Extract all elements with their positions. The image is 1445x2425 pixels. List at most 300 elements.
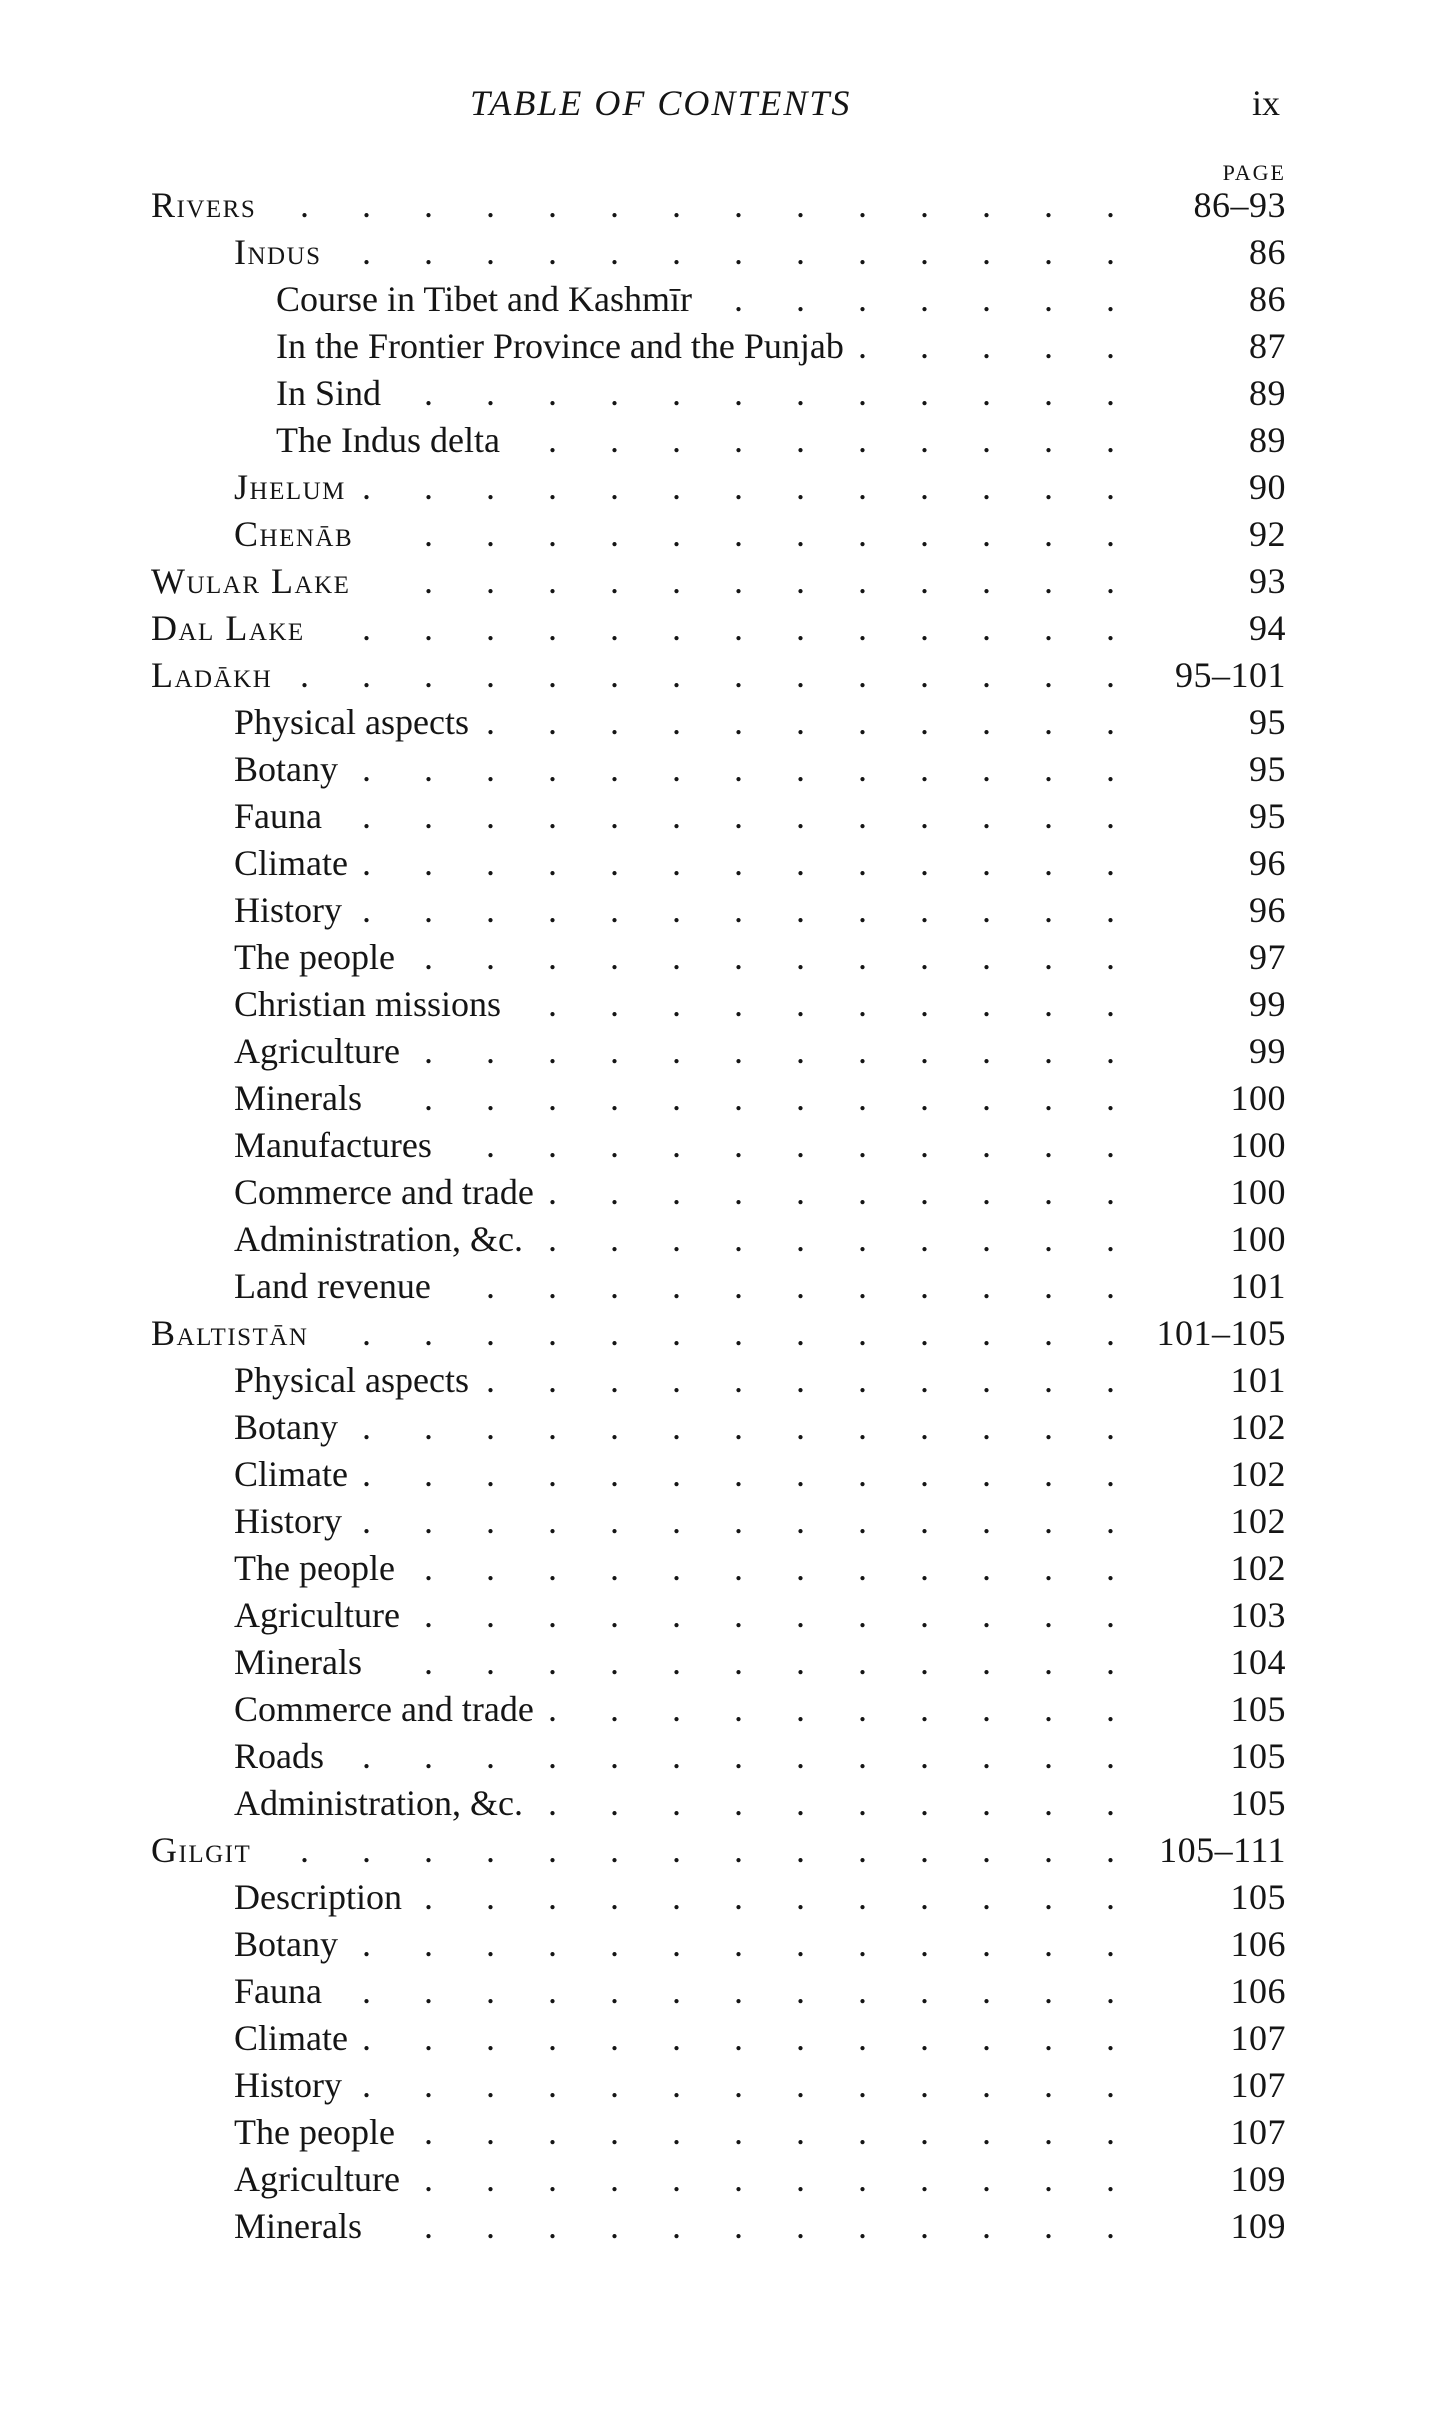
leader-dot: .	[610, 702, 619, 742]
toc-entry	[0, 934, 1445, 981]
leader-dot: .	[1044, 655, 1053, 695]
leader-dot: .	[1044, 1125, 1053, 1165]
leader-dot: .	[610, 232, 619, 272]
leader-dot: .	[1044, 1078, 1053, 1118]
leader-dot: .	[424, 1313, 433, 1353]
leader-dot: .	[424, 2112, 433, 2152]
toc-entry-page: 109	[1230, 2206, 1286, 2246]
toc-entry-page: 95	[1249, 796, 1286, 836]
leader-dot: .	[858, 1219, 867, 1259]
toc-entry-page: 105	[1230, 1736, 1286, 1776]
leader-dot: .	[920, 2206, 929, 2246]
leader-dot: .	[858, 1924, 867, 1964]
leader-dot: .	[796, 1971, 805, 2011]
leader-dot: .	[672, 1736, 681, 1776]
leader-dot: .	[548, 1125, 557, 1165]
leader-dot: .	[362, 608, 371, 648]
leader-dot: .	[796, 1454, 805, 1494]
leader-dot: .	[982, 1595, 991, 1635]
leader-dot: .	[362, 749, 371, 789]
leader-dot: .	[424, 2159, 433, 2199]
leader-dot: .	[858, 373, 867, 413]
leader-dot: .	[734, 561, 743, 601]
leader-dot: .	[920, 1877, 929, 1917]
running-title: TABLE OF CONTENTS	[470, 83, 852, 123]
leader-dot: .	[982, 1548, 991, 1588]
leader-dot: .	[486, 1078, 495, 1118]
leader-dot: .	[982, 514, 991, 554]
leader-dot: .	[424, 608, 433, 648]
leader-dot: .	[424, 1454, 433, 1494]
toc-entry-page: 105	[1230, 1877, 1286, 1917]
dot-leader	[0, 1122, 1165, 1169]
toc-entry-label: Wular Lake	[151, 561, 351, 601]
toc-entry-label: Christian missions	[234, 984, 502, 1024]
dot-leader	[0, 323, 1165, 370]
leader-dot: .	[796, 2065, 805, 2105]
leader-dot: .	[1044, 984, 1053, 1024]
leader-dot: .	[486, 1407, 495, 1447]
leader-dot: .	[486, 749, 495, 789]
leader-dot: .	[1106, 1219, 1115, 1259]
leader-dot: .	[734, 1407, 743, 1447]
toc-entry-label: Description	[234, 1877, 402, 1917]
leader-dot: .	[920, 655, 929, 695]
leader-dot: .	[548, 1454, 557, 1494]
toc-entry-page: 107	[1230, 2112, 1286, 2152]
leader-dot: .	[1106, 1313, 1115, 1353]
leader-dot: .	[548, 796, 557, 836]
leader-dot: .	[362, 1454, 371, 1494]
leader-dot: .	[1044, 467, 1053, 507]
leader-dot: .	[796, 561, 805, 601]
leader-dot: .	[424, 1548, 433, 1588]
leader-dot: .	[734, 1266, 743, 1306]
toc-entry-label: Climate	[234, 843, 348, 883]
leader-dot: .	[982, 1783, 991, 1823]
leader-dot: .	[424, 467, 433, 507]
leader-dot: .	[796, 890, 805, 930]
toc-entry-page: 96	[1249, 843, 1286, 883]
leader-dot: .	[486, 373, 495, 413]
leader-dot: .	[610, 185, 619, 225]
toc-entry-label: Climate	[234, 2018, 348, 2058]
leader-dot: .	[796, 749, 805, 789]
leader-dot: .	[796, 1830, 805, 1870]
toc-entry	[0, 793, 1445, 840]
leader-dot: .	[548, 373, 557, 413]
leader-dot: .	[1106, 561, 1115, 601]
dot-leader	[0, 699, 1165, 746]
leader-dot: .	[362, 1407, 371, 1447]
leader-dot: .	[1044, 1407, 1053, 1447]
leader-dot: .	[796, 608, 805, 648]
leader-dot: .	[796, 843, 805, 883]
dot-leader	[0, 2062, 1165, 2109]
dot-leader	[0, 182, 1165, 229]
dot-leader	[0, 840, 1165, 887]
leader-dot: .	[610, 1031, 619, 1071]
leader-dot: .	[1106, 1454, 1115, 1494]
dot-leader	[0, 1075, 1165, 1122]
leader-dot: .	[548, 1172, 557, 1212]
dot-leader	[0, 1404, 1165, 1451]
leader-dot: .	[1106, 2159, 1115, 2199]
leader-dot: .	[1044, 1313, 1053, 1353]
leader-dot: .	[424, 561, 433, 601]
leader-dot: .	[362, 1971, 371, 2011]
toc-entry	[0, 1216, 1445, 1263]
dot-leader	[0, 2109, 1165, 2156]
leader-dot: .	[1106, 1407, 1115, 1447]
leader-dot: .	[734, 937, 743, 977]
toc-entry-label: Fauna	[234, 1971, 322, 2011]
leader-dot: .	[858, 279, 867, 319]
leader-dot: .	[982, 1501, 991, 1541]
leader-dot: .	[1044, 1501, 1053, 1541]
leader-dot: .	[920, 1830, 929, 1870]
toc-entry-label: Agriculture	[234, 1595, 400, 1635]
dot-leader	[0, 1451, 1165, 1498]
leader-dot: .	[796, 1548, 805, 1588]
leader-dot: .	[734, 373, 743, 413]
leader-dot: .	[1106, 2112, 1115, 2152]
toc-entry	[0, 1874, 1445, 1921]
toc-entry-label: Land revenue	[234, 1266, 431, 1306]
page-number: ix	[1252, 83, 1281, 123]
leader-dot: .	[796, 1266, 805, 1306]
toc-entry	[0, 1169, 1445, 1216]
toc-entry-page: 90	[1249, 467, 1286, 507]
toc-entry-page: 103	[1230, 1595, 1286, 1635]
leader-dot: .	[1044, 1736, 1053, 1776]
leader-dot: .	[672, 1078, 681, 1118]
leader-dot: .	[796, 467, 805, 507]
leader-dot: .	[486, 702, 495, 742]
leader-dot: .	[486, 2206, 495, 2246]
leader-dot: .	[1106, 1501, 1115, 1541]
leader-dot: .	[672, 1266, 681, 1306]
leader-dot: .	[548, 232, 557, 272]
leader-dot: .	[548, 937, 557, 977]
leader-dot: .	[796, 1313, 805, 1353]
leader-dot: .	[1044, 1783, 1053, 1823]
leader-dot: .	[982, 1454, 991, 1494]
leader-dot: .	[672, 514, 681, 554]
toc-entry-page: 104	[1230, 1642, 1286, 1682]
page-column-header: PAGE	[1222, 160, 1286, 185]
leader-dot: .	[362, 796, 371, 836]
toc-entry	[0, 1028, 1445, 1075]
dot-leader	[0, 1310, 1165, 1357]
toc-entry-label: Administration, &c.	[234, 1783, 523, 1823]
leader-dot: .	[424, 1971, 433, 2011]
toc-entry-page: 107	[1230, 2018, 1286, 2058]
leader-dot: .	[424, 2018, 433, 2058]
leader-dot: .	[734, 467, 743, 507]
dot-leader	[0, 1592, 1165, 1639]
toc-entry	[0, 840, 1445, 887]
leader-dot: .	[982, 984, 991, 1024]
leader-dot: .	[1106, 232, 1115, 272]
leader-dot: .	[858, 1736, 867, 1776]
leader-dot: .	[672, 1689, 681, 1729]
toc-entry-page: 89	[1249, 420, 1286, 460]
leader-dot: .	[1106, 1172, 1115, 1212]
leader-dot: .	[1044, 1971, 1053, 2011]
leader-dot: .	[734, 984, 743, 1024]
leader-dot: .	[796, 796, 805, 836]
leader-dot: .	[672, 749, 681, 789]
leader-dot: .	[672, 702, 681, 742]
leader-dot: .	[548, 984, 557, 1024]
toc-entry-label: Minerals	[234, 1078, 362, 1118]
leader-dot: .	[1044, 2159, 1053, 2199]
leader-dot: .	[920, 326, 929, 366]
leader-dot: .	[486, 1642, 495, 1682]
leader-dot: .	[610, 1736, 619, 1776]
leader-dot: .	[1044, 1689, 1053, 1729]
leader-dot: .	[734, 2018, 743, 2058]
leader-dot: .	[672, 420, 681, 460]
leader-dot: .	[1044, 843, 1053, 883]
leader-dot: .	[610, 420, 619, 460]
leader-dot: .	[982, 1266, 991, 1306]
leader-dot: .	[796, 1877, 805, 1917]
toc-entry	[0, 464, 1445, 511]
leader-dot: .	[982, 279, 991, 319]
leader-dot: .	[1106, 1031, 1115, 1071]
toc-entry-page: 100	[1230, 1125, 1286, 1165]
leader-dot: .	[734, 420, 743, 460]
leader-dot: .	[548, 1642, 557, 1682]
leader-dot: .	[920, 514, 929, 554]
leader-dot: .	[610, 1924, 619, 1964]
leader-dot: .	[920, 2159, 929, 2199]
leader-dot: .	[1044, 1642, 1053, 1682]
leader-dot: .	[610, 2112, 619, 2152]
leader-dot: .	[424, 1595, 433, 1635]
leader-dot: .	[920, 1454, 929, 1494]
toc-entry-label: Botany	[234, 1924, 338, 1964]
leader-dot: .	[982, 1830, 991, 1870]
toc-entry-page: 101	[1230, 1360, 1286, 1400]
toc-entry	[0, 1545, 1445, 1592]
leader-dot: .	[610, 1219, 619, 1259]
leader-dot: .	[858, 1783, 867, 1823]
leader-dot: .	[920, 1360, 929, 1400]
dot-leader	[0, 511, 1165, 558]
toc-entry	[0, 1921, 1445, 1968]
toc-entry-label: Ladākh	[151, 655, 273, 695]
leader-dot: .	[982, 1031, 991, 1071]
toc-entry	[0, 1075, 1445, 1122]
leader-dot: .	[920, 1548, 929, 1588]
dot-leader	[0, 1028, 1165, 1075]
leader-dot: .	[424, 1830, 433, 1870]
leader-dot: .	[1106, 608, 1115, 648]
toc-entry	[0, 1404, 1445, 1451]
leader-dot: .	[362, 1736, 371, 1776]
toc-entry-page: 95–101	[1175, 655, 1286, 695]
leader-dot: .	[1106, 1783, 1115, 1823]
dot-leader	[0, 417, 1165, 464]
leader-dot: .	[672, 1924, 681, 1964]
leader-dot: .	[610, 1407, 619, 1447]
leader-dot: .	[672, 1407, 681, 1447]
leader-dot: .	[610, 2206, 619, 2246]
leader-dot: .	[1106, 1736, 1115, 1776]
leader-dot: .	[796, 1783, 805, 1823]
leader-dot: .	[858, 1595, 867, 1635]
leader-dot: .	[610, 655, 619, 695]
leader-dot: .	[610, 796, 619, 836]
leader-dot: .	[1044, 232, 1053, 272]
toc-entry	[0, 2062, 1445, 2109]
leader-dot: .	[486, 655, 495, 695]
leader-dot: .	[486, 2112, 495, 2152]
leader-dot: .	[672, 2018, 681, 2058]
leader-dot: .	[486, 796, 495, 836]
dot-leader	[0, 746, 1165, 793]
leader-dot: .	[1044, 796, 1053, 836]
leader-dot: .	[672, 2206, 681, 2246]
leader-dot: .	[920, 1125, 929, 1165]
toc-entry-page: 86	[1249, 279, 1286, 319]
toc-entry-page: 89	[1249, 373, 1286, 413]
leader-dot: .	[920, 561, 929, 601]
dot-leader	[0, 1686, 1165, 1733]
leader-dot: .	[982, 937, 991, 977]
leader-dot: .	[982, 467, 991, 507]
leader-dot: .	[610, 1172, 619, 1212]
leader-dot: .	[610, 608, 619, 648]
leader-dot: .	[672, 1360, 681, 1400]
leader-dot: .	[486, 1595, 495, 1635]
toc-entry-label: Indus	[234, 232, 322, 272]
leader-dot: .	[1106, 890, 1115, 930]
leader-dot: .	[486, 937, 495, 977]
leader-dot: .	[920, 185, 929, 225]
toc-entry-label: Roads	[234, 1736, 324, 1776]
leader-dot: .	[362, 2018, 371, 2058]
toc-entry-page: 99	[1249, 984, 1286, 1024]
leader-dot: .	[548, 1360, 557, 1400]
leader-dot: .	[486, 1266, 495, 1306]
leader-dot: .	[1106, 420, 1115, 460]
leader-dot: .	[796, 702, 805, 742]
leader-dot: .	[548, 1877, 557, 1917]
leader-dot: .	[610, 1971, 619, 2011]
leader-dot: .	[734, 2112, 743, 2152]
leader-dot: .	[734, 1830, 743, 1870]
dot-leader	[0, 276, 1165, 323]
leader-dot: .	[920, 1642, 929, 1682]
leader-dot: .	[610, 984, 619, 1024]
leader-dot: .	[548, 2065, 557, 2105]
toc-entry-label: Rivers	[151, 185, 257, 225]
leader-dot: .	[548, 561, 557, 601]
leader-dot: .	[548, 1971, 557, 2011]
leader-dot: .	[734, 608, 743, 648]
toc-entry-label: Dal Lake	[151, 608, 305, 648]
leader-dot: .	[734, 232, 743, 272]
toc-entry-label: Agriculture	[234, 1031, 400, 1071]
leader-dot: .	[424, 843, 433, 883]
leader-dot: .	[672, 1125, 681, 1165]
leader-dot: .	[734, 2065, 743, 2105]
leader-dot: .	[424, 1501, 433, 1541]
leader-dot: .	[548, 1736, 557, 1776]
dot-leader	[0, 370, 1165, 417]
leader-dot: .	[858, 185, 867, 225]
leader-dot: .	[1044, 1595, 1053, 1635]
leader-dot: .	[548, 2159, 557, 2199]
leader-dot: .	[610, 1548, 619, 1588]
leader-dot: .	[1044, 890, 1053, 930]
toc-entry-label: Minerals	[234, 1642, 362, 1682]
toc-entry	[0, 1357, 1445, 1404]
leader-dot: .	[982, 1313, 991, 1353]
leader-dot: .	[734, 1642, 743, 1682]
leader-dot: .	[734, 843, 743, 883]
leader-dot: .	[672, 890, 681, 930]
toc-entry	[0, 887, 1445, 934]
leader-dot: .	[796, 2112, 805, 2152]
leader-dot: .	[548, 1266, 557, 1306]
leader-dot: .	[362, 1830, 371, 1870]
toc-entry-page: 92	[1249, 514, 1286, 554]
toc-entry-label: History	[234, 890, 342, 930]
toc-entry-page: 105–111	[1159, 1830, 1286, 1870]
toc-entry-label: Baltistān	[151, 1313, 309, 1353]
leader-dot: .	[362, 232, 371, 272]
leader-dot: .	[362, 2065, 371, 2105]
leader-dot: .	[796, 2206, 805, 2246]
toc-entry	[0, 746, 1445, 793]
leader-dot: .	[920, 890, 929, 930]
leader-dot: .	[486, 514, 495, 554]
toc-entry	[0, 1827, 1445, 1874]
leader-dot: .	[858, 2206, 867, 2246]
leader-dot: .	[1106, 655, 1115, 695]
leader-dot: .	[300, 185, 309, 225]
leader-dot: .	[982, 2159, 991, 2199]
toc-entry-page: 101	[1230, 1266, 1286, 1306]
leader-dot: .	[362, 1313, 371, 1353]
dot-leader	[0, 652, 1165, 699]
leader-dot: .	[362, 1924, 371, 1964]
leader-dot: .	[548, 1689, 557, 1729]
toc-entry	[0, 652, 1445, 699]
leader-dot: .	[982, 2065, 991, 2105]
dot-leader	[0, 1498, 1165, 1545]
leader-dot: .	[858, 2112, 867, 2152]
toc-entry-page: 93	[1249, 561, 1286, 601]
leader-dot: .	[610, 1595, 619, 1635]
leader-dot: .	[424, 1877, 433, 1917]
leader-dot: .	[920, 1736, 929, 1776]
leader-dot: .	[734, 1172, 743, 1212]
leader-dot: .	[858, 2065, 867, 2105]
leader-dot: .	[920, 1078, 929, 1118]
toc-entry	[0, 1686, 1445, 1733]
leader-dot: .	[1044, 1360, 1053, 1400]
leader-dot: .	[796, 1736, 805, 1776]
leader-dot: .	[548, 1407, 557, 1447]
leader-dot: .	[858, 655, 867, 695]
leader-dot: .	[1044, 1219, 1053, 1259]
